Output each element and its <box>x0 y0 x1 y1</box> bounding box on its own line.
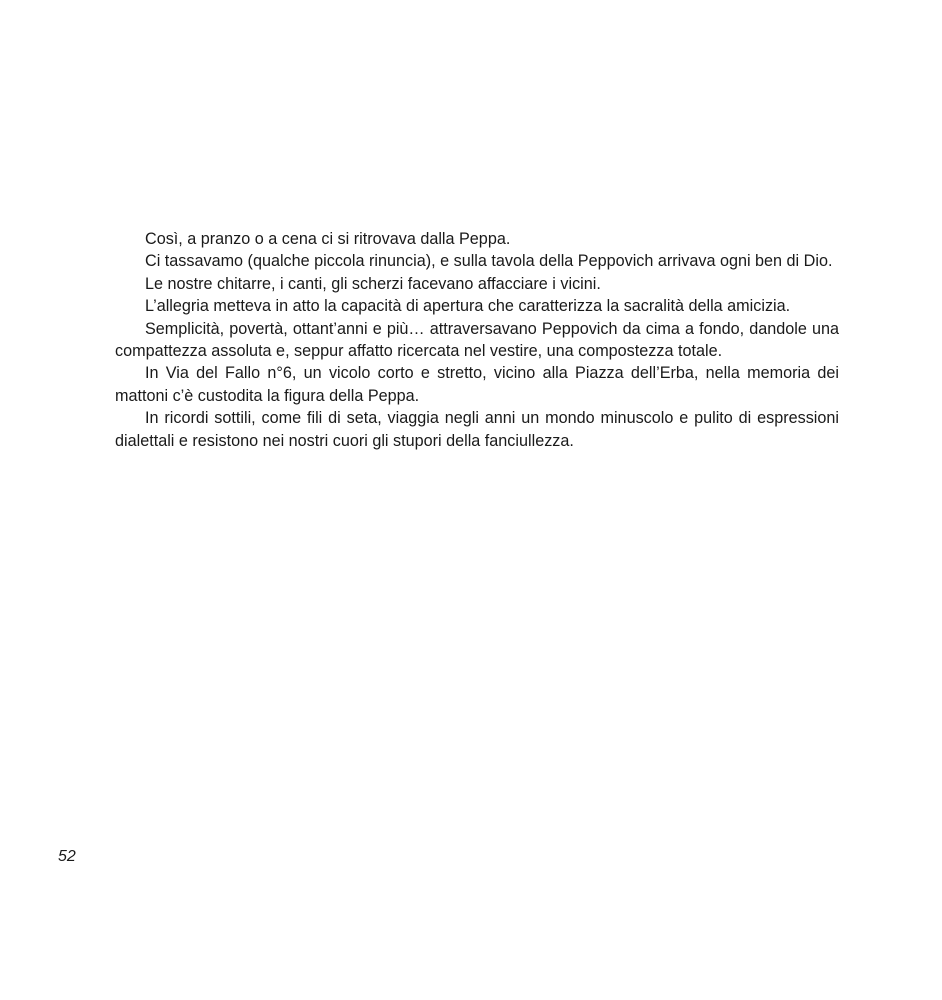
paragraph-2: Ci tassavamo (qualche piccola rinuncia), e sulla tavola della Peppovich arrivava ogni ben di Dio. <box>145 252 833 271</box>
body-text <box>115 228 839 452</box>
paragraph-7: In ricordi sottili, come fili di seta, viaggia negli anni un mondo minuscolo e pulito di espressioni dialettali e resistono nei nostri cuori gli stupori della fanciullezza. <box>115 409 839 450</box>
paragraph-6: In Via del Fallo n°6, un vicolo corto e stretto, vicino alla Piazza dell’Erba, nella memoria dei mattoni c’è custodita la figura della Peppa. <box>115 364 839 405</box>
paragraph-1: Così, a pranzo o a cena ci si ritrovava dalla Peppa. <box>145 230 511 248</box>
paragraph-4: L’allegria metteva in atto la capacità di apertura che caratterizza la sacralità della amicizia. <box>145 297 791 316</box>
page-number: 52 <box>58 848 76 865</box>
paragraph-3: Le nostre chitarre, i canti, gli scherzi facevano affacciare i vicini. <box>145 274 601 293</box>
paragraph-5: Semplicità, povertà, ottant’anni e più… attraversavano Peppovich da cima a fondo, dandole una compattezza assoluta e, seppur affatto ricercata nel vestire, una compostezza totale. <box>115 319 839 361</box>
